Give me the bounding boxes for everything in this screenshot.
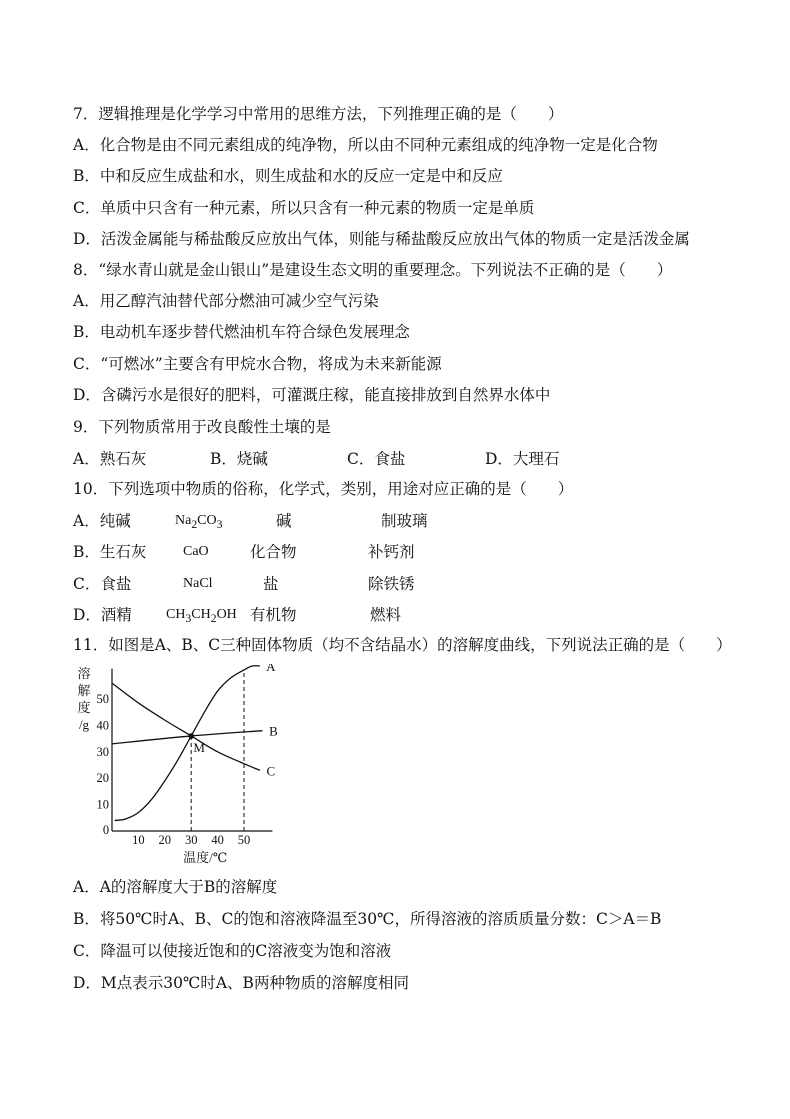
point-m-marker	[188, 733, 194, 739]
q7-option-b: B．中和反应生成盐和水，则生成盐和水的反应一定是中和反应	[73, 167, 503, 185]
y-axis-label: 解	[77, 683, 91, 698]
q11-option-d: D．M点表示30℃时A、B两种物质的溶解度相同	[73, 974, 409, 992]
q9-stem: 9．下列物质常用于改良酸性土壤的是	[73, 418, 331, 436]
series-c-curve	[112, 683, 260, 770]
q10-row-formula: NaCl	[183, 576, 213, 591]
q10-row-category: 碱	[276, 512, 292, 530]
origin-label: 0	[102, 823, 110, 837]
y-tick-label: 20	[96, 771, 109, 786]
q10-row-formula: $Na_2CO_3$	[175, 513, 223, 531]
q7-option-d: D．活泼金属能与稀盐酸反应放出气体，则能与稀盐酸反应放出气体的物质一定是活泼金属	[73, 230, 690, 248]
y-axis-label: 溶	[77, 666, 91, 681]
series-a-label: A	[266, 664, 276, 674]
x-axis-label: 温度/℃	[183, 850, 228, 865]
q10-row-category: 盐	[263, 575, 279, 593]
q10-row-category: 化合物	[250, 543, 297, 561]
y-tick-label: 10	[96, 797, 109, 812]
series-a-curve	[115, 666, 260, 821]
q10-row-option: D．酒精	[73, 606, 132, 624]
q8-option-b: B．电动机车逐步替代燃油机车符合绿色发展理念	[73, 323, 410, 341]
q9-option-d: D．大理石	[485, 450, 560, 468]
q10-row-option: C．食盐	[73, 575, 132, 593]
x-tick-label: 50	[237, 833, 251, 847]
solubility-chart	[70, 664, 300, 868]
q10-row-option: A．纯碱	[73, 512, 131, 530]
q10-row-use: 制玻璃	[381, 512, 428, 530]
x-tick-label: 30	[184, 833, 198, 847]
q11-option-b: B．将50℃时A、B、C的饱和溶液降温至30℃，所得溶液的溶质质量分数：C＞A＝B	[73, 910, 662, 928]
q7-stem: 7．逻辑推理是化学学习中常用的思维方法，下列推理正确的是（ ）	[73, 105, 564, 123]
q8-option-d: D．含磷污水是很好的肥料，可灌溉庄稼，能直接排放到自然界水体中	[73, 386, 551, 404]
x-tick-label: 10	[132, 833, 145, 847]
y-tick-label: 40	[96, 718, 109, 733]
y-tick-label: 50	[96, 692, 109, 706]
q11-option-c: C．降温可以使接近饱和的C溶液变为饱和溶液	[73, 942, 392, 960]
q11-stem: 11．如图是A、B、C三种固体物质（均不含结晶水）的溶解度曲线，下列说法正确的是（ ）	[73, 636, 732, 654]
q10-row-use: 燃料	[370, 606, 402, 624]
q10-row-use: 补钙剂	[368, 543, 415, 561]
q10-row-category: 有机物	[250, 606, 297, 624]
q9-option-a: A．熟石灰	[73, 450, 147, 468]
q8-option-a: A．用乙醇汽油替代部分燃油可减少空气污染	[73, 292, 379, 310]
q7-option-a: A．化合物是由不同元素组成的纯净物，所以由不同种元素组成的纯净物一定是化合物	[73, 136, 658, 154]
q10-row-formula: $CH_3CH_2OH$	[166, 607, 237, 625]
y-tick-label: 30	[96, 744, 109, 759]
x-tick-label: 20	[158, 833, 172, 847]
series-c-label: C	[266, 763, 276, 779]
y-axis-label: /g	[78, 717, 90, 732]
q7-option-c: C．单质中只含有一种元素，所以只含有一种元素的物质一定是单质	[73, 199, 535, 217]
q10-row-use: 除铁锈	[368, 575, 415, 593]
y-axis-label: 度	[77, 700, 91, 715]
q8-option-c: C．“可燃冰”主要含有甲烷水合物，将成为未来新能源	[73, 355, 442, 373]
q11-option-a: A．A的溶解度大于B的溶解度	[73, 878, 278, 896]
point-m-label: M	[193, 739, 205, 755]
q9-option-c: C．食盐	[347, 450, 406, 468]
q10-row-option: B．生石灰	[73, 543, 147, 561]
q9-option-b: B．烧碱	[210, 450, 268, 468]
series-b-label: B	[269, 723, 278, 739]
q8-stem: 8．“绿水青山就是金山银山”是建设生态文明的重要理念。下列说法不正确的是（ ）	[73, 261, 673, 279]
q10-row-formula: CaO	[183, 544, 209, 559]
q10-stem: 10．下列选项中物质的俗称，化学式，类别，用途对应正确的是（ ）	[73, 480, 574, 498]
x-tick-label: 40	[211, 833, 224, 847]
